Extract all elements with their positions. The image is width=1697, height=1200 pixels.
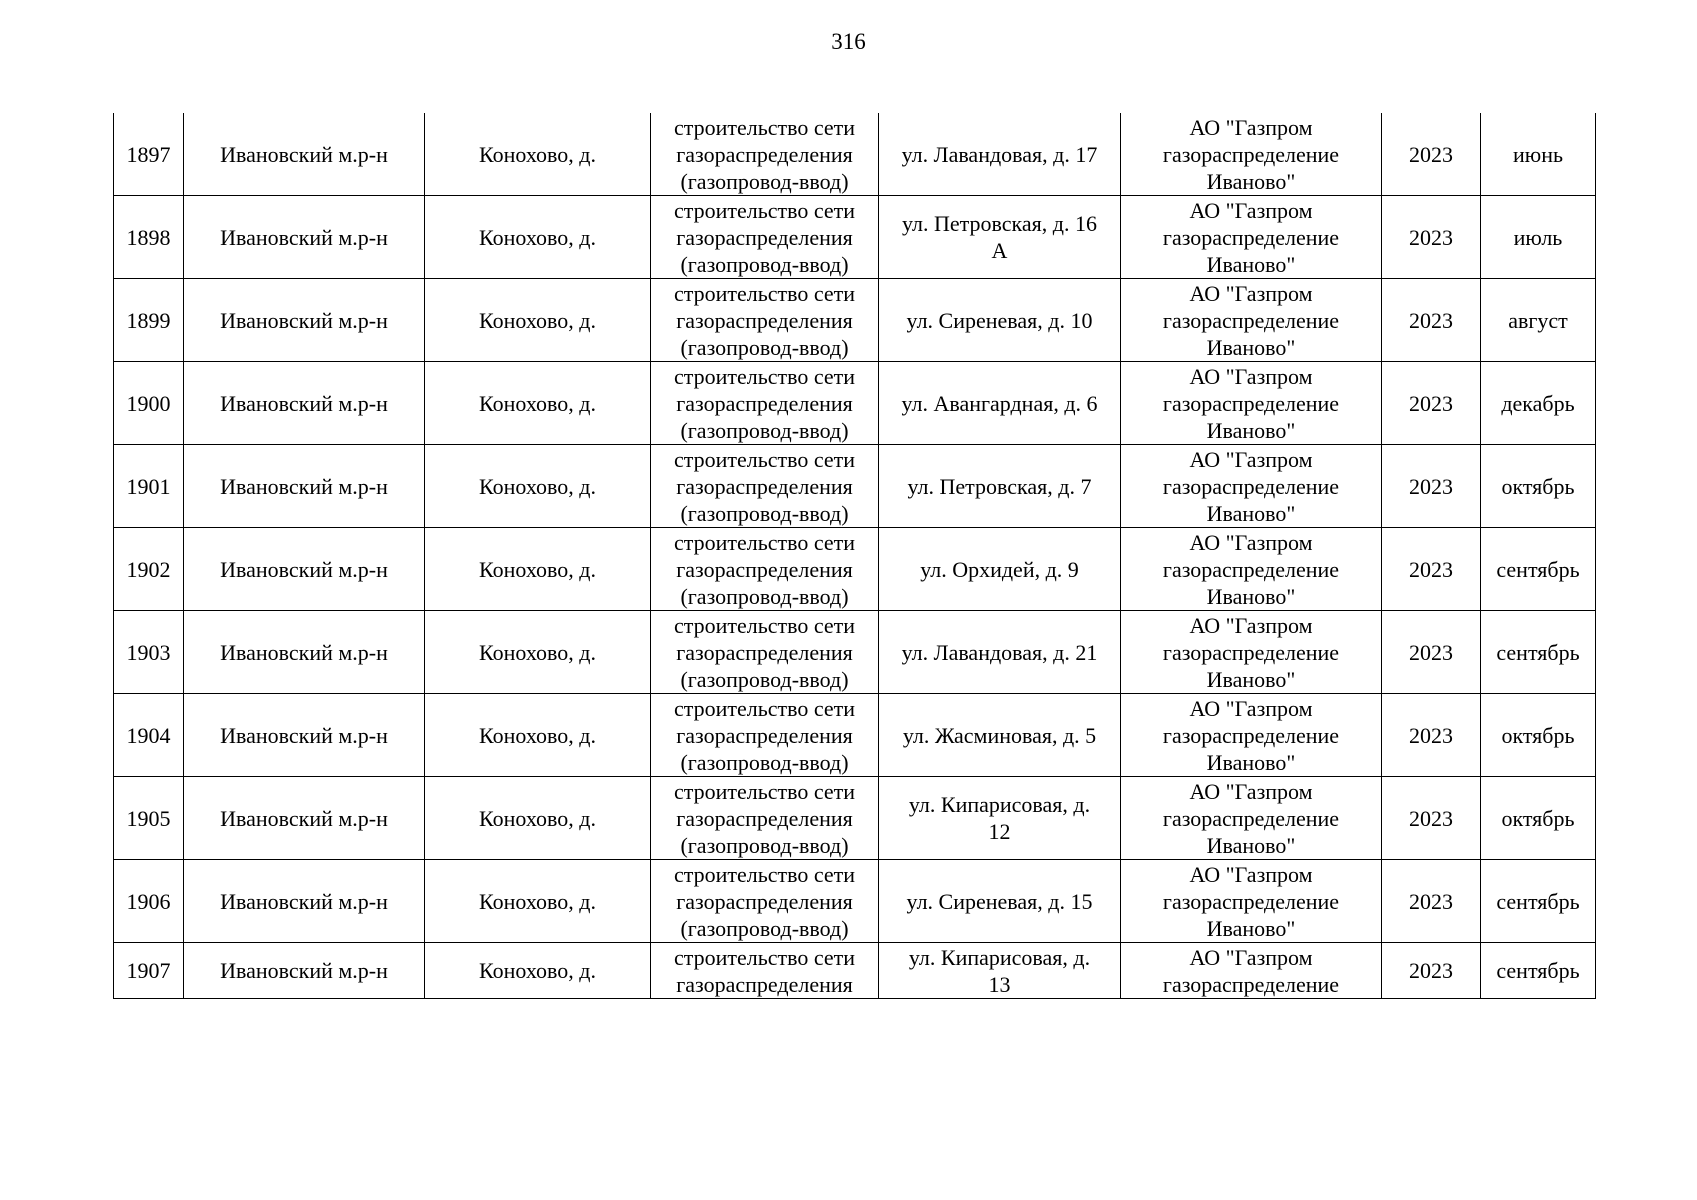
row-number-cell: 1906: [114, 860, 184, 943]
month-cell: сентябрь: [1481, 528, 1596, 611]
organization-cell: АО "Газпром газораспределение Иваново": [1121, 362, 1382, 445]
address-cell: ул. Кипарисовая, д. 13: [879, 943, 1121, 999]
address-cell: ул. Жасминовая, д. 5: [879, 694, 1121, 777]
row-number-cell: 1907: [114, 943, 184, 999]
organization-cell: АО "Газпром газораспределение Иваново": [1121, 279, 1382, 362]
address-cell: ул. Авангардная, д. 6: [879, 362, 1121, 445]
work-type-cell: строительство сети газораспределения (газопровод-ввод): [651, 362, 879, 445]
table-row: [114, 860, 1596, 943]
locality-cell: Конохово, д.: [425, 528, 651, 611]
row-number-cell: 1901: [114, 445, 184, 528]
district-cell: Ивановский м.р-н: [184, 943, 425, 999]
district-cell: Ивановский м.р-н: [184, 528, 425, 611]
month-cell: сентябрь: [1481, 611, 1596, 694]
organization-cell: АО "Газпром газораспределение Иваново": [1121, 196, 1382, 279]
district-cell: Ивановский м.р-н: [184, 777, 425, 860]
month-cell: октябрь: [1481, 777, 1596, 860]
organization-cell: АО "Газпром газораспределение Иваново": [1121, 528, 1382, 611]
work-type-cell: строительство сети газораспределения (газопровод-ввод): [651, 694, 879, 777]
page-number: 316: [831, 29, 866, 54]
month-cell: декабрь: [1481, 362, 1596, 445]
locality-cell: Конохово, д.: [425, 860, 651, 943]
work-type-cell: строительство сети газораспределения (газопровод-ввод): [651, 279, 879, 362]
work-type-cell: строительство сети газораспределения (газопровод-ввод): [651, 445, 879, 528]
address-cell: ул. Кипарисовая, д. 12: [879, 777, 1121, 860]
organization-cell: АО "Газпром газораспределение Иваново": [1121, 445, 1382, 528]
organization-cell: АО "Газпром газораспределение Иваново": [1121, 694, 1382, 777]
work-type-cell: строительство сети газораспределения: [651, 943, 879, 999]
row-number-cell: 1903: [114, 611, 184, 694]
year-cell: 2023: [1382, 860, 1481, 943]
address-cell: ул. Орхидей, д. 9: [879, 528, 1121, 611]
organization-cell: АО "Газпром газораспределение: [1121, 943, 1382, 999]
work-type-cell: строительство сети газораспределения (газопровод-ввод): [651, 860, 879, 943]
month-cell: август: [1481, 279, 1596, 362]
year-cell: 2023: [1382, 694, 1481, 777]
row-number-cell: 1905: [114, 777, 184, 860]
district-cell: Ивановский м.р-н: [184, 362, 425, 445]
table-row: [114, 943, 1596, 999]
table-row: [114, 528, 1596, 611]
work-type-cell: строительство сети газораспределения (газопровод-ввод): [651, 113, 879, 196]
work-type-cell: строительство сети газораспределения (газопровод-ввод): [651, 611, 879, 694]
district-cell: Ивановский м.р-н: [184, 445, 425, 528]
locality-cell: Конохово, д.: [425, 196, 651, 279]
year-cell: 2023: [1382, 113, 1481, 196]
district-cell: Ивановский м.р-н: [184, 860, 425, 943]
table-body: [114, 113, 1596, 999]
address-cell: ул. Петровская, д. 16 А: [879, 196, 1121, 279]
table-row: [114, 196, 1596, 279]
table-row: [114, 611, 1596, 694]
locality-cell: Конохово, д.: [425, 611, 651, 694]
year-cell: 2023: [1382, 777, 1481, 860]
year-cell: 2023: [1382, 611, 1481, 694]
month-cell: октябрь: [1481, 694, 1596, 777]
address-cell: ул. Лавандовая, д. 17: [879, 113, 1121, 196]
locality-cell: Конохово, д.: [425, 279, 651, 362]
gasification-schedule-table: [113, 113, 1596, 999]
year-cell: 2023: [1382, 943, 1481, 999]
year-cell: 2023: [1382, 196, 1481, 279]
address-cell: ул. Петровская, д. 7: [879, 445, 1121, 528]
work-type-cell: строительство сети газораспределения (газопровод-ввод): [651, 528, 879, 611]
work-type-cell: строительство сети газораспределения (газопровод-ввод): [651, 196, 879, 279]
month-cell: октябрь: [1481, 445, 1596, 528]
year-cell: 2023: [1382, 445, 1481, 528]
table-row: [114, 362, 1596, 445]
row-number-cell: 1904: [114, 694, 184, 777]
locality-cell: Конохово, д.: [425, 694, 651, 777]
month-cell: июнь: [1481, 113, 1596, 196]
locality-cell: Конохово, д.: [425, 362, 651, 445]
month-cell: сентябрь: [1481, 943, 1596, 999]
organization-cell: АО "Газпром газораспределение Иваново": [1121, 860, 1382, 943]
organization-cell: АО "Газпром газораспределение Иваново": [1121, 611, 1382, 694]
district-cell: Ивановский м.р-н: [184, 611, 425, 694]
year-cell: 2023: [1382, 528, 1481, 611]
locality-cell: Конохово, д.: [425, 777, 651, 860]
table-row: [114, 113, 1596, 196]
year-cell: 2023: [1382, 279, 1481, 362]
organization-cell: АО "Газпром газораспределение Иваново": [1121, 113, 1382, 196]
district-cell: Ивановский м.р-н: [184, 279, 425, 362]
row-number-cell: 1900: [114, 362, 184, 445]
table-row: [114, 445, 1596, 528]
table-row: [114, 777, 1596, 860]
row-number-cell: 1902: [114, 528, 184, 611]
locality-cell: Конохово, д.: [425, 113, 651, 196]
organization-cell: АО "Газпром газораспределение Иваново": [1121, 777, 1382, 860]
row-number-cell: 1897: [114, 113, 184, 196]
row-number-cell: 1898: [114, 196, 184, 279]
table-row: [114, 694, 1596, 777]
month-cell: сентябрь: [1481, 860, 1596, 943]
table-row: [114, 279, 1596, 362]
district-cell: Ивановский м.р-н: [184, 694, 425, 777]
locality-cell: Конохово, д.: [425, 943, 651, 999]
row-number-cell: 1899: [114, 279, 184, 362]
address-cell: ул. Сиреневая, д. 10: [879, 279, 1121, 362]
year-cell: 2023: [1382, 362, 1481, 445]
locality-cell: Конохово, д.: [425, 445, 651, 528]
address-cell: ул. Лавандовая, д. 21: [879, 611, 1121, 694]
address-cell: ул. Сиреневая, д. 15: [879, 860, 1121, 943]
district-cell: Ивановский м.р-н: [184, 113, 425, 196]
work-type-cell: строительство сети газораспределения (газопровод-ввод): [651, 777, 879, 860]
district-cell: Ивановский м.р-н: [184, 196, 425, 279]
month-cell: июль: [1481, 196, 1596, 279]
